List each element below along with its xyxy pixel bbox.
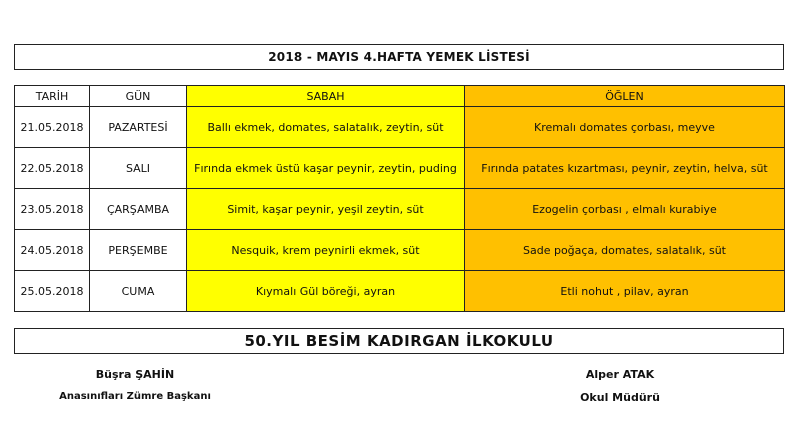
signature-left xyxy=(50,368,220,402)
cell-day: PERŞEMBE xyxy=(90,230,187,271)
table-row xyxy=(15,107,785,148)
cell-day: SALI xyxy=(90,148,187,189)
signature-left-name: Büşra ŞAHİN xyxy=(95,368,175,381)
cell-noon: Kremalı domates çorbası, meyve xyxy=(465,107,785,148)
cell-day: CUMA xyxy=(90,271,187,312)
cell-date: 22.05.2018 xyxy=(15,148,90,189)
menu-title: 2018 - MAYIS 4.HAFTA YEMEK LİSTESİ xyxy=(14,44,784,70)
table-row xyxy=(15,271,785,312)
cell-date: 24.05.2018 xyxy=(15,230,90,271)
header-morning: SABAH xyxy=(187,86,465,107)
cell-noon: Ezogelin çorbası , elmalı kurabiye xyxy=(465,189,785,230)
signature-left-role: Anasınıfları Zümre Başkanı xyxy=(59,391,211,402)
cell-date: 21.05.2018 xyxy=(15,107,90,148)
signature-right-role: Okul Müdürü xyxy=(580,391,660,404)
header-row xyxy=(15,86,785,107)
table-row xyxy=(15,148,785,189)
cell-morning: Ballı ekmek, domates, salatalık, zeytin, süt xyxy=(187,107,465,148)
cell-noon: Etli nohut , pilav, ayran xyxy=(465,271,785,312)
table-row xyxy=(15,230,785,271)
cell-noon: Sade poğaça, domates, salatalık, süt xyxy=(465,230,785,271)
cell-noon: Fırında patates kızartması, peynir, zeytin, helva, süt xyxy=(465,148,785,189)
cell-date: 23.05.2018 xyxy=(15,189,90,230)
table-row xyxy=(15,189,785,230)
signature-right xyxy=(560,368,680,404)
cell-date: 25.05.2018 xyxy=(15,271,90,312)
cell-morning: Nesquik, krem peynirli ekmek, süt xyxy=(187,230,465,271)
header-date: TARİH xyxy=(15,86,90,107)
header-noon: ÖĞLEN xyxy=(465,86,785,107)
cell-morning: Simit, kaşar peynir, yeşil zeytin, süt xyxy=(187,189,465,230)
menu-table xyxy=(14,85,785,312)
cell-morning: Kıymalı Gül böreği, ayran xyxy=(187,271,465,312)
cell-morning: Fırında ekmek üstü kaşar peynir, zeytin, puding xyxy=(187,148,465,189)
header-day: GÜN xyxy=(90,86,187,107)
school-name: 50.YIL BESİM KADIRGAN İLKOKULU xyxy=(14,328,784,354)
signature-right-name: Alper ATAK xyxy=(585,368,655,381)
cell-day: ÇARŞAMBA xyxy=(90,189,187,230)
cell-day: PAZARTESİ xyxy=(90,107,187,148)
